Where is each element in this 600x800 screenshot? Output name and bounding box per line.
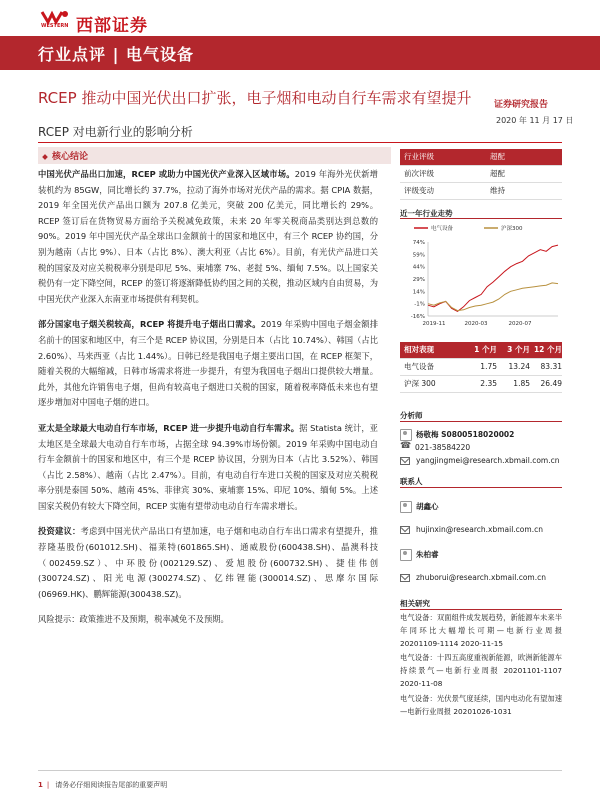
x-tick-label: 2019-11	[422, 321, 446, 327]
related-divider	[400, 609, 562, 610]
footer-divider	[38, 770, 562, 771]
perf-header: 相对表现	[404, 345, 434, 354]
perf-row	[400, 376, 562, 393]
paragraph	[38, 421, 378, 515]
analyst-email[interactable]: yangjingmei@research.xbmail.com.cn	[416, 456, 560, 465]
header-title: 行业点评 | 电气设备	[38, 45, 194, 64]
paragraph	[38, 524, 378, 602]
rating-row	[400, 149, 562, 166]
contact-name: 朱柏睿	[416, 550, 439, 559]
perf-cell: 电气设备	[404, 362, 434, 371]
footer-text: 请务必仔细阅读报告尾部的重要声明	[55, 781, 168, 789]
related-item[interactable]: 电气设备：光伏景气度延续，国内电动化有望加速—电新行业周报 20201026-1031	[400, 693, 562, 716]
phone-icon	[400, 443, 409, 452]
contacts-divider	[400, 487, 562, 488]
rating-value: 维持	[490, 186, 505, 195]
paragraph	[38, 167, 378, 307]
avatar-icon	[400, 429, 412, 441]
rating-key: 行业评级	[404, 152, 434, 161]
y-tick-label: 74%	[412, 240, 425, 246]
paragraph-text: 考虑到中国光伏产品出口有望加速，电子烟和电动自行车出口需求有望提升，推荐隆基股份(601012.SH)、福莱特(601865.SH)、通威股份(600438.SH)、晶澳科技（002459.SZ）、中环股份(002129.SZ)、爱旭股份(600732.SH)、捷佳伟创(300724.SZ)、阳光电源(300274.SZ)、亿纬锂能(300014.SZ)、思摩尔国际(06969.HK)、鹏辉能源(300438.SZ)。	[38, 526, 378, 599]
paragraph-lead: 投资建议：	[38, 526, 81, 537]
x-tick-label: 2020-03	[464, 321, 488, 327]
legend-label: 沪深300	[501, 226, 523, 232]
core-conclusion-bar	[38, 147, 391, 164]
analyst-name-row	[400, 428, 560, 441]
perf-cell: 83.31	[540, 362, 562, 371]
paragraph-lead: 中国光伏产品出口加速，RCEP 或助力中国光伏产业深入区域市场。	[38, 169, 295, 179]
report-subtitle: RCEP 对电新行业的影响分析	[38, 125, 193, 139]
analyst-block	[400, 428, 560, 467]
contact-email[interactable]: hujinxin@research.xbmail.com.cn	[416, 525, 543, 534]
contact-email-row	[400, 571, 546, 584]
core-conclusion-title: 核心结论	[52, 152, 89, 162]
mail-icon	[400, 574, 410, 582]
perf-cell: 沪深 300	[404, 379, 436, 388]
paragraph-lead: 部分国家电子烟关税较高，RCEP 将提升电子烟出口需求。	[38, 319, 261, 330]
performance-table	[400, 342, 562, 393]
series-line	[428, 283, 558, 311]
mail-icon	[400, 526, 410, 534]
chart-title: 近一年行业走势	[400, 209, 453, 218]
perf-cell: 2.35	[480, 379, 497, 388]
y-tick-label: 44%	[412, 264, 425, 271]
x-tick-label: 2020-07	[508, 321, 532, 327]
series-line	[428, 245, 558, 311]
related-item[interactable]: 电气设备：十四五高度重视新能源，欧洲新能源车持续景气—电新行业周报 20201101-1107 2020-11-08	[400, 653, 562, 688]
report-body	[38, 167, 378, 638]
logo-text: 西部证券	[76, 16, 148, 36]
paragraph-text: 2019 年海外光伏新增装机约为 85GW，同比增长约 37.7%，拉动了海外市场对光伏产品的需求。据 CPIA 数据，2019 年全国光伏产品出口额为 207.8 亿美元，突破 200 亿美元，同比增长约 29%。RCEP 签订后在货物贸易方面给予关税减免政策，未来 20 年零关税商品类别达到总数的 90%。2019 年中国光伏产品全球出口金额前十的国家和地区中，有三个 RCEP 协约国，分别为越南（占比 9%）、日本（占比 8%）、澳大利亚（占比 6%）。目前，有光伏产品进口关税的国家及对应关税税率分别是印尼 5%、柬埔寨 7%、老挝 5%、缅甸 7.5%。以上国家关税仍有一定下降空间，RCEP 的签订将逐渐降低协约国之间的关税，推动区域内自由贸易，为中国光伏产业深入东南亚市场提供有利契机。	[38, 169, 378, 304]
perf-cell: 1.85	[513, 379, 530, 388]
title-divider	[38, 142, 562, 143]
related-heading: 相关研究	[400, 599, 430, 608]
rating-row	[400, 166, 562, 183]
perf-cell: 1.75	[480, 362, 497, 371]
analyst-divider	[400, 421, 562, 422]
analyst-email-row	[400, 454, 560, 467]
perf-row	[400, 359, 562, 376]
paragraph-lead: 亚太是全球最大电动自行车市场，RCEP 进一步提升电动自行车需求。	[38, 422, 300, 433]
mail-icon	[400, 457, 410, 465]
perf-cell: 26.49	[540, 379, 562, 388]
rating-key: 前次评级	[404, 169, 434, 178]
paragraph-text: 据 Statista 统计，亚太地区是全球最大电动自行车市场，占据全球 94.39%市场份额。2019 年采购中国电动自行车金额前十的国家和地区中，有三个是 RCEP 协议国，分别为日本（占比 3.52%）、韩国（占比 2.58%）、越南（占比 2.47%）。目前，有电动自行车进口关税的国家及对应关税税率分别是泰国 50%、越南 45%、菲律宾 30%、柬埔寨 15%、印尼 10%、缅甸 5%。上述国家关税仍有较大下降空间，RCEP 实施有望带动电动自行车需求增长。	[38, 422, 378, 511]
perf-cell: 13.24	[508, 362, 530, 371]
related-list	[400, 612, 562, 720]
company-logo	[40, 8, 152, 34]
perf-header-row	[400, 342, 562, 359]
y-tick-label: -16%	[410, 314, 425, 320]
analyst-heading: 分析师	[400, 411, 423, 420]
y-tick-label: 59%	[412, 252, 425, 259]
report-date: 2020 年 11 月 17 日	[496, 116, 574, 125]
rating-table	[400, 149, 562, 200]
rating-key: 评级变动	[404, 186, 434, 195]
page-number: 1	[38, 781, 43, 789]
contacts-heading: 联系人	[400, 477, 423, 486]
risk-note: 风险提示：政策推进不及预期，税率减免不及预期。	[38, 614, 229, 625]
chart-divider	[400, 218, 562, 219]
avatar-icon	[400, 501, 412, 513]
footer	[38, 780, 167, 790]
paragraph-text: 2019 年采购中国电子烟金额排名前十的国家和地区中，有三个是 RCEP 协议国，分别是日本（占比 10.74%）、韩国（占比 2.60%）、马来西亚（占比 1.44%）。日韩已经是我国电子烟主要出口国，在 RCEP 框架下，随着关税的大幅缩减，日韩市场需求将进一步提升，有望为我国电子烟出口提供较大增量。此外，其他允许销售电子烟，但尚有较高电子烟进口关税的国家，随着税率降低未来也有望逐步增加对中国电子烟的进口。	[38, 319, 378, 408]
perf-header: 1 个月	[474, 345, 497, 354]
avatar-icon	[400, 549, 412, 561]
contact-name-row	[400, 500, 543, 513]
perf-header: 3 个月	[507, 345, 530, 354]
paragraph	[38, 317, 378, 411]
footer-separator: |	[46, 781, 50, 789]
contact-name: 胡鑫心	[416, 502, 439, 511]
report-title: RCEP 推动中国光伏出口扩张，电子烟和电动自行车需求有望提升	[38, 89, 472, 107]
y-tick-label: -1%	[414, 301, 425, 308]
contact-block	[400, 500, 543, 536]
contact-block	[400, 548, 546, 584]
legend-label: 电气设备	[431, 226, 454, 232]
rating-value: 超配	[490, 152, 505, 161]
y-tick-label: 14%	[412, 289, 425, 296]
logo-sub: WESTERN	[41, 23, 69, 29]
analyst-name: 杨敬梅 S0800518020002	[416, 430, 515, 439]
contact-email[interactable]: zhuborui@research.xbmail.com.cn	[416, 573, 546, 582]
y-tick-label: 29%	[412, 277, 425, 283]
trend-chart	[400, 222, 562, 330]
perf-header: 12 个月	[533, 345, 562, 354]
related-item[interactable]: 电气设备：双面组件成发展趋势，新能源车未来半年同环比大幅增长可期—电新行业周报 20201109-1114 2020-11-15	[400, 613, 562, 648]
rating-value: 超配	[490, 169, 505, 178]
analyst-phone-row	[400, 441, 560, 454]
contact-name-row	[400, 548, 546, 561]
report-type: 证券研究报告	[494, 100, 549, 110]
contact-email-row	[400, 523, 543, 536]
analyst-phone: 021-38584220	[415, 443, 471, 452]
rating-row	[400, 183, 562, 200]
